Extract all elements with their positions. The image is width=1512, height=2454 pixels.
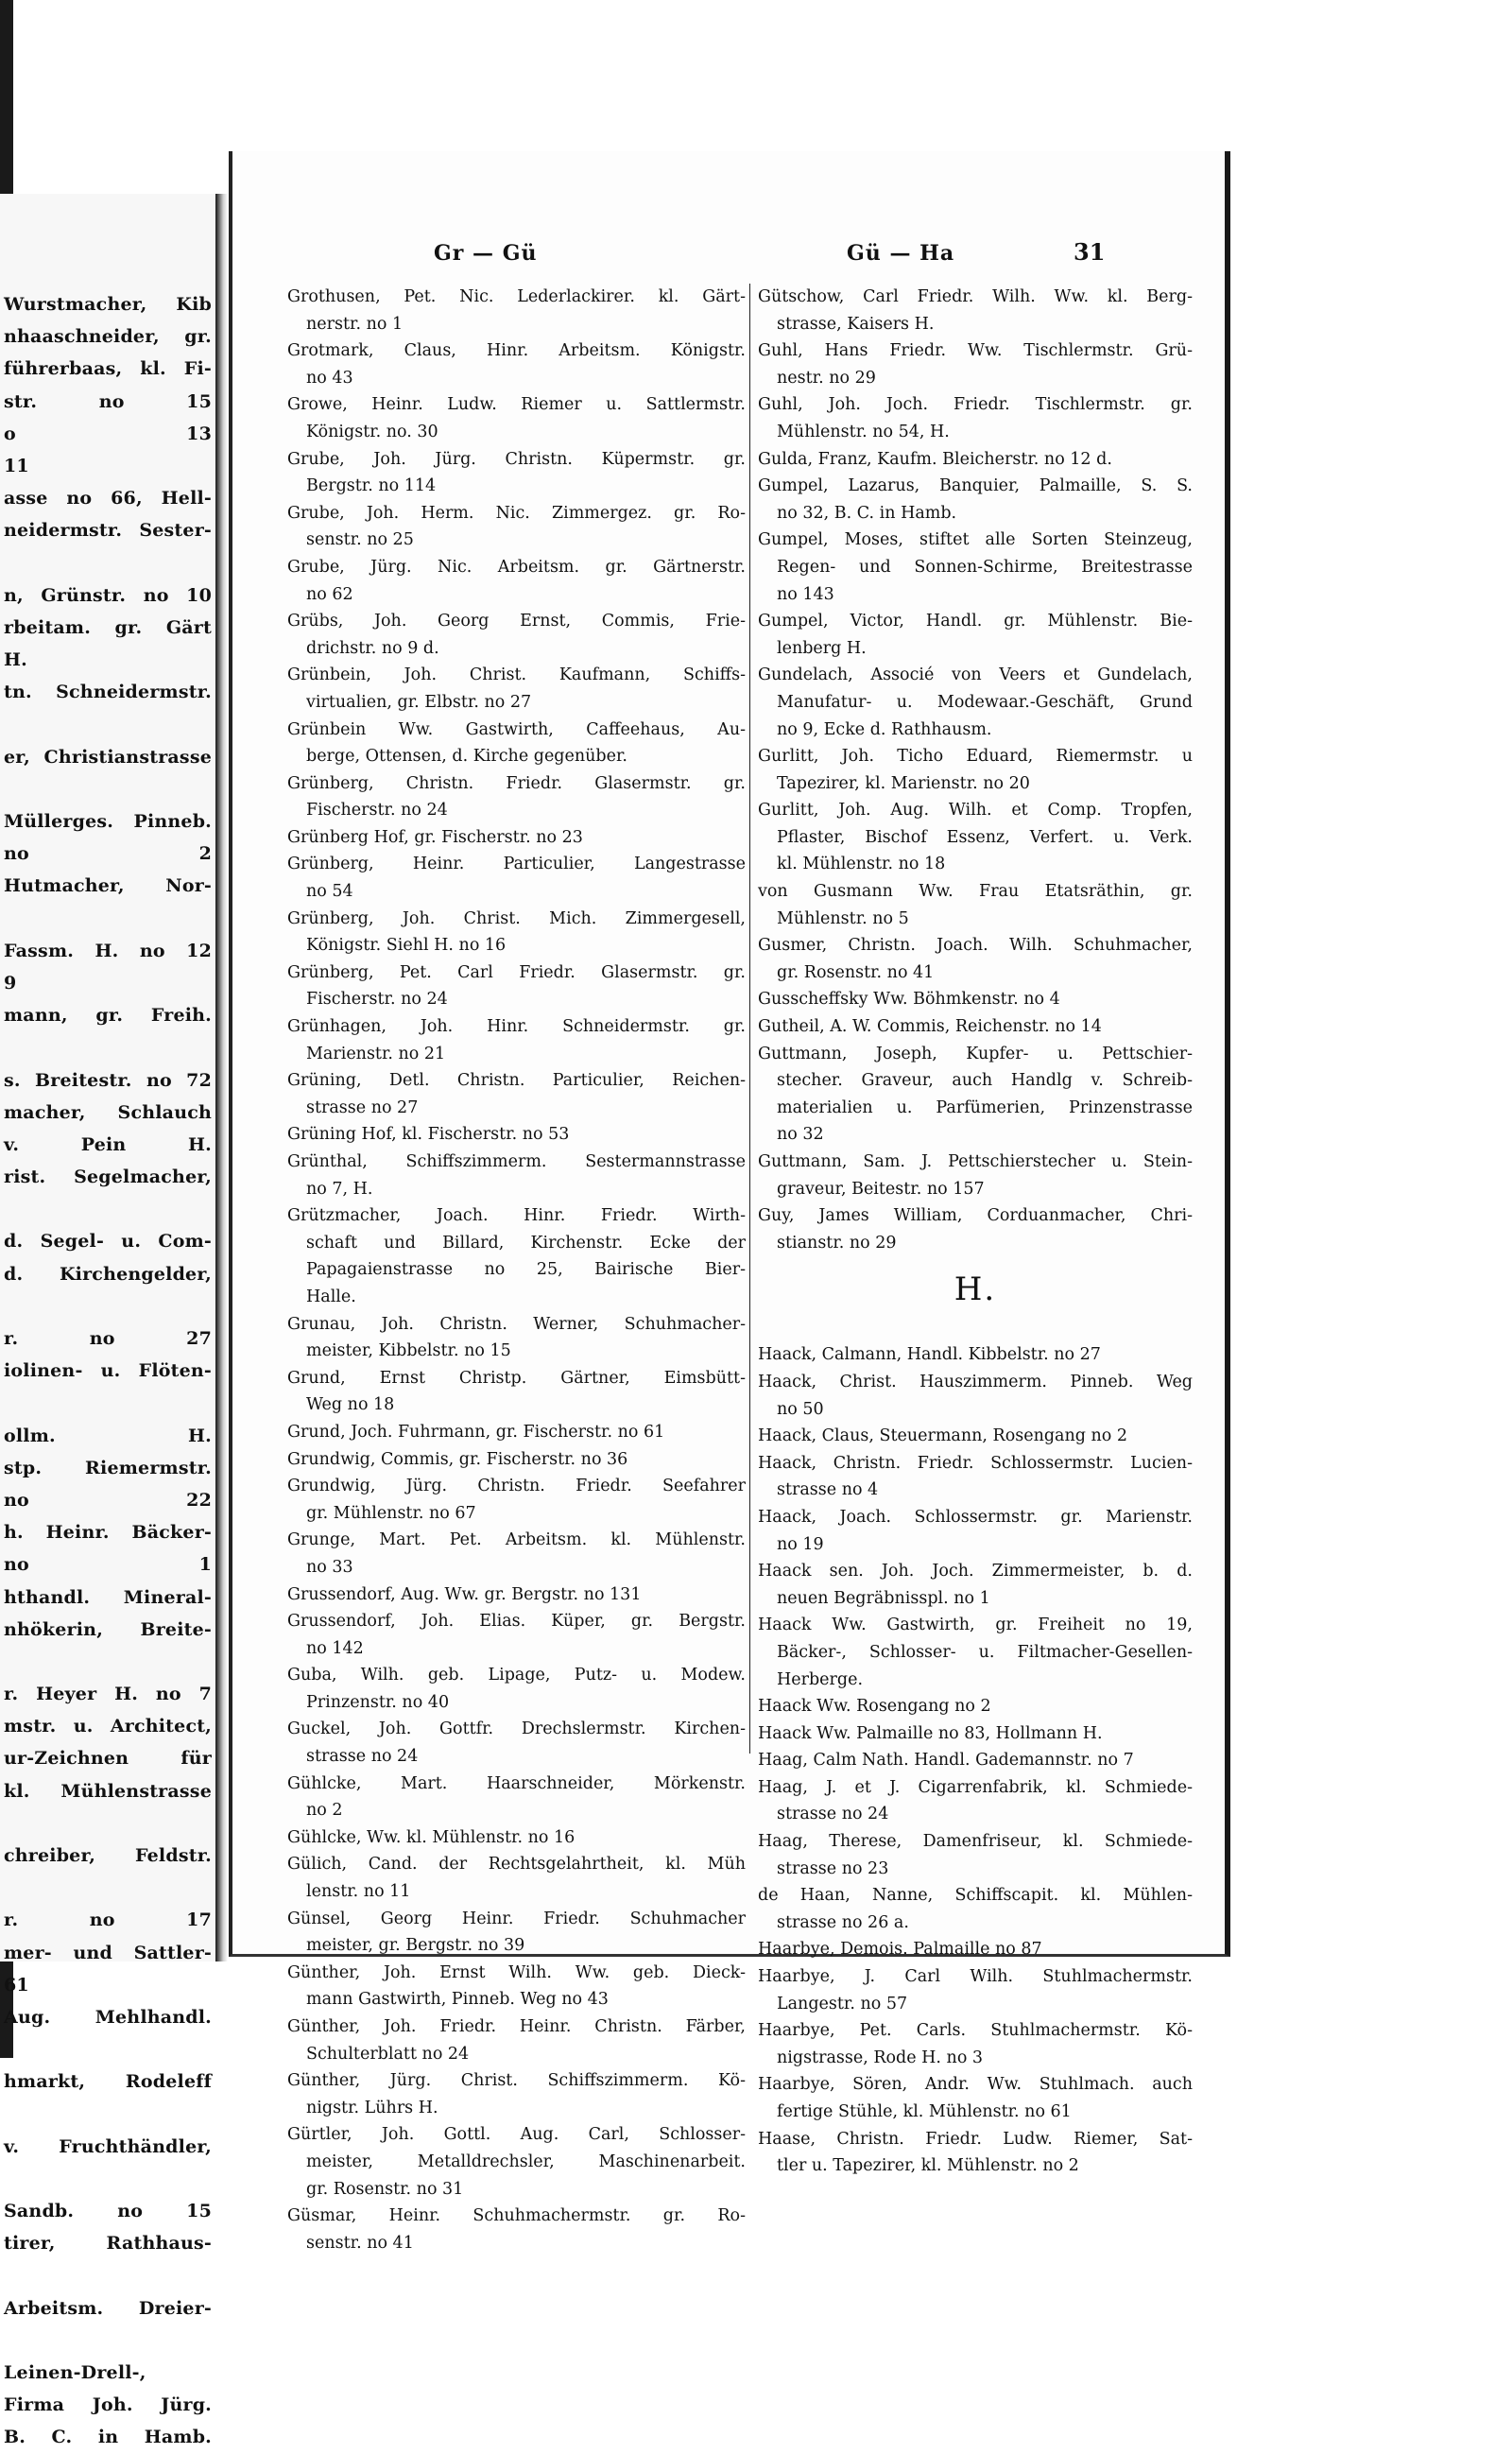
- directory-line: iolinen- u. Flöten-: [4, 1360, 212, 1382]
- directory-line: no 43: [306, 368, 353, 388]
- directory-line: 61: [4, 1974, 29, 1996]
- directory-line: Grube, Joh. Jürg. Christn. Küpermstr. gr.: [287, 449, 746, 469]
- directory-line: Firma Joh. Jürg.: [4, 2394, 212, 2416]
- directory-line: Grussendorf, Joh. Elias. Küper, gr. Bergstr.: [287, 1612, 746, 1632]
- directory-line: [4, 708, 212, 740]
- directory-line: Gulda, Franz, Kaufm. Bleicherstr. no 12 d.: [758, 449, 1112, 469]
- directory-line: Halle.: [306, 1287, 356, 1306]
- directory-line: v. Pein H.: [4, 1133, 212, 1155]
- directory-line: Königstr. no. 30: [306, 422, 438, 441]
- directory-line: Mühlenstr. no 54, H.: [777, 422, 950, 441]
- directory-line: Langestr. no 57: [777, 1994, 908, 2013]
- directory-line: mer- und Sattler-: [4, 1942, 212, 1963]
- directory-line: senstr. no 25: [306, 530, 414, 550]
- directory-line: no 32, B. C. in Hamb.: [777, 503, 957, 523]
- directory-line: Haack Ww. Gastwirth, gr. Freiheit no 19,: [758, 1616, 1193, 1635]
- directory-line: no 19: [777, 1534, 824, 1554]
- directory-line: no 142: [306, 1638, 364, 1658]
- directory-line: nerstr. no 1: [306, 314, 404, 334]
- directory-line: fertige Stühle, kl. Mühlenstr. no 61: [777, 2102, 1072, 2121]
- directory-line: Gumpel, Lazarus, Banquier, Palmaille, S. S.: [758, 476, 1193, 496]
- directory-line: Grube, Joh. Herm. Nic. Zimmergez. gr. Ro-: [287, 503, 746, 523]
- directory-line: Gühlcke, Mart. Haarschneider, Mörkenstr.: [287, 1773, 746, 1793]
- directory-line: Gumpel, Moses, stiftet alle Sorten Steinzeug,: [758, 530, 1193, 550]
- directory-line: [4, 2099, 212, 2131]
- directory-line: chreiber, Feldstr.: [4, 1845, 212, 1866]
- directory-line: Grünbein Ww. Gastwirth, Caffeehaus, Au-: [287, 719, 746, 739]
- directory-line: Haag, J. et J. Cigarrenfabrik, kl. Schmiede-: [758, 1777, 1193, 1797]
- header-left: Gr — Gü: [434, 241, 538, 266]
- directory-line: no 7, H.: [306, 1179, 373, 1199]
- directory-line: nhaaschneider, gr.: [4, 326, 212, 348]
- directory-line: [4, 2259, 212, 2291]
- directory-line: Gülich, Cand. der Rechtsgelahrtheit, kl. Müh: [287, 1855, 746, 1875]
- directory-column-right: [749, 284, 1193, 2176]
- directory-line: r. no 27: [4, 1328, 212, 1349]
- directory-line: rist. Segelmacher,: [4, 1167, 212, 1188]
- directory-line: Manufatur- u. Modewaar.-Geschäft, Grund: [777, 692, 1193, 712]
- directory-line: Hutmacher, Nor-: [4, 875, 212, 897]
- directory-line: mstr. u. Architect,: [4, 1716, 212, 1737]
- directory-line: strasse no 4: [777, 1480, 879, 1500]
- directory-line: Guba, Wilh. geb. Lipage, Putz- u. Modew.: [287, 1666, 746, 1685]
- directory-line: Günther, Joh. Friedr. Heinr. Christn. Färber,: [287, 2017, 746, 2036]
- directory-line: [4, 1290, 212, 1322]
- directory-line: Grunau, Joh. Christn. Werner, Schuhmacher-: [287, 1314, 746, 1334]
- directory-line: [4, 2163, 212, 2195]
- directory-line: ollm. H.: [4, 1425, 212, 1446]
- directory-line: Tapezirer, kl. Marienstr. no 20: [777, 773, 1030, 793]
- entries-ha: [758, 1341, 1193, 2179]
- directory-line: Grützmacher, Joach. Hinr. Friedr. Wirth-: [287, 1206, 746, 1226]
- directory-line: von Gusmann Ww. Frau Etatsräthin, gr.: [758, 882, 1193, 902]
- directory-line: lenberg H.: [777, 638, 867, 658]
- directory-line: mann, gr. Freih.: [4, 1005, 212, 1027]
- directory-line: ur-Zeichnen für: [4, 1748, 212, 1770]
- directory-line: Haack Ww. Rosengang no 2: [758, 1697, 991, 1717]
- directory-line: [4, 547, 212, 579]
- directory-line: no 32: [777, 1125, 824, 1145]
- directory-line: no 54: [306, 882, 353, 902]
- directory-line: Gutheil, A. W. Commis, Reichenstr. no 14: [758, 1017, 1102, 1037]
- directory-line: 11: [4, 455, 29, 476]
- directory-line: Haarbye, J. Carl Wilh. Stuhlmachermstr.: [758, 1967, 1193, 1987]
- directory-line: Haase, Christn. Friedr. Ludw. Riemer, Sat-: [758, 2129, 1193, 2149]
- directory-line: Grünberg, Joh. Christ. Mich. Zimmergesell,: [287, 908, 746, 928]
- directory-line: Güsmar, Heinr. Schuhmachermstr. gr. Ro-: [287, 2206, 746, 2226]
- directory-line: graveur, Beitestr. no 157: [777, 1179, 985, 1199]
- directory-line: Regen- und Sonnen-Schirme, Breitestrasse: [777, 557, 1193, 577]
- directory-line: Gumpel, Victor, Handl. gr. Mühlenstr. Bie-: [758, 612, 1193, 631]
- directory-line: Grube, Jürg. Nic. Arbeitsm. gr. Gärtnerstr.: [287, 557, 746, 577]
- directory-line: Haarbye, Sören, Andr. Ww. Stuhlmach. auch: [758, 2075, 1193, 2095]
- directory-line: meister, Kibbelstr. no 15: [306, 1341, 511, 1361]
- directory-line: Grunge, Mart. Pet. Arbeitsm. kl. Mühlenstr.: [287, 1530, 746, 1550]
- directory-line: senstr. no 41: [306, 2233, 414, 2253]
- directory-line: kl. Mühlenstr. no 18: [777, 855, 946, 874]
- directory-line: r. Heyer H. no 7: [4, 1684, 212, 1705]
- directory-line: macher, Schlauch: [4, 1101, 212, 1123]
- directory-line: strasse, Kaisers H.: [777, 314, 935, 334]
- directory-line: meister, gr. Bergstr. no 39: [306, 1936, 525, 1956]
- directory-line: [4, 2324, 212, 2357]
- directory-line: Weg no 18: [306, 1395, 395, 1415]
- directory-line: Gurlitt, Joh. Ticho Eduard, Riemermstr. u: [758, 747, 1193, 767]
- directory-line: gr. Mühlenstr. no 67: [306, 1503, 476, 1523]
- directory-line: schaft und Billard, Kirchenstr. Ecke der: [306, 1233, 746, 1253]
- header-right: Gü — Ha: [847, 241, 955, 266]
- directory-line: mann Gastwirth, Pinneb. Weg no 43: [306, 1990, 609, 2010]
- right-page: [229, 151, 1230, 2253]
- directory-line: Fassm. H. no 12: [4, 940, 212, 961]
- directory-line: Grotmark, Claus, Hinr. Arbeitsm. Königstr.: [287, 341, 746, 361]
- directory-line: Gühlcke, Ww. kl. Mühlenstr. no 16: [287, 1827, 576, 1847]
- entries-gu: [758, 284, 1193, 1256]
- directory-line: Haack, Christn. Friedr. Schlossermstr. Lucien-: [758, 1453, 1193, 1473]
- directory-line: no 143: [777, 584, 834, 604]
- directory-line: Grüning, Detl. Christn. Particulier, Reichen-: [287, 1071, 746, 1091]
- directory-line: Aug. Mehlhandl.: [4, 2006, 212, 2028]
- directory-line: Mühlenstr. no 5: [777, 908, 909, 928]
- directory-line: Growe, Heinr. Ludw. Riemer u. Sattlermstr.: [287, 395, 746, 415]
- directory-line: [4, 2033, 212, 2065]
- directory-line: Marienstr. no 21: [306, 1044, 446, 1063]
- directory-line: d. Kirchengelder,: [4, 1263, 212, 1285]
- directory-line: Grundwig, Commis, gr. Fischerstr. no 36: [287, 1449, 628, 1469]
- directory-line: stecher. Graveur, auch Handlg v. Schreib-: [777, 1071, 1193, 1091]
- directory-line: nhökerin, Breite-: [4, 1618, 212, 1640]
- directory-line: B. C. in Hamb.: [4, 2427, 212, 2448]
- book-gutter: [216, 194, 228, 1961]
- directory-line: r. no 17: [4, 1910, 212, 1931]
- directory-line: lenstr. no 11: [306, 1882, 411, 1902]
- directory-line: [4, 1031, 212, 1063]
- directory-line: o 13: [4, 423, 212, 444]
- directory-line: er, Christianstrasse: [4, 746, 212, 768]
- directory-line: neidermstr. Sester-: [4, 520, 212, 542]
- directory-line: kl. Mühlenstrasse: [4, 1780, 212, 1802]
- directory-line: Guhl, Joh. Joch. Friedr. Tischlermstr. gr.: [758, 395, 1193, 415]
- directory-column-left: [287, 284, 746, 2256]
- directory-line: Haack Ww. Palmaille no 83, Hollmann H.: [758, 1723, 1103, 1743]
- directory-line: d. Segel- u. Com-: [4, 1231, 212, 1253]
- directory-line: drichstr. no 9 d.: [306, 638, 439, 658]
- directory-line: no 62: [306, 584, 353, 604]
- directory-line: stp. Riemermstr.: [4, 1457, 212, 1478]
- directory-line: no 50: [777, 1399, 824, 1419]
- directory-line: Leinen-Drell-,: [4, 2362, 146, 2383]
- directory-line: no 2: [306, 1801, 343, 1821]
- directory-line: 9: [4, 972, 17, 994]
- directory-line: stianstr. no 29: [777, 1233, 897, 1253]
- directory-line: Prinzenstr. no 40: [306, 1692, 450, 1712]
- directory-line: Bergstr. no 114: [306, 476, 437, 496]
- directory-line: gr. Rosenstr. no 31: [306, 2179, 464, 2199]
- directory-line: Fischerstr. no 24: [306, 990, 448, 1010]
- directory-line: Haack, Calmann, Handl. Kibbelstr. no 27: [758, 1345, 1101, 1365]
- directory-line: Gütschow, Carl Friedr. Wilh. Ww. kl. Berg-: [758, 287, 1193, 306]
- directory-line: [4, 1872, 212, 1904]
- directory-line: [4, 1646, 212, 1678]
- directory-line: Sandb. no 15: [4, 2201, 212, 2222]
- directory-line: Fischerstr. no 24: [306, 801, 448, 821]
- directory-line: nestr. no 29: [777, 368, 876, 388]
- directory-line: tirer, Rathhaus-: [4, 2233, 212, 2255]
- directory-line: [4, 773, 212, 805]
- directory-line: h. Heinr. Bäcker-: [4, 1522, 212, 1544]
- directory-line: Gusscheffsky Ww. Böhmkenstr. no 4: [758, 990, 1060, 1010]
- directory-line: Grothusen, Pet. Nic. Lederlackirer. kl. Gärt-: [287, 287, 746, 306]
- directory-line: tler u. Tapezirer, kl. Mühlenstr. no 2: [777, 2156, 1079, 2176]
- directory-line: Grund, Ernst Christp. Gärtner, Eimsbütt-: [287, 1368, 746, 1388]
- directory-line: Grussendorf, Aug. Ww. gr. Bergstr. no 131: [287, 1584, 642, 1604]
- directory-line: Guckel, Joh. Gottfr. Drechslermstr. Kirchen-: [287, 1720, 746, 1739]
- directory-line: Grünhagen, Joh. Hinr. Schneidermstr. gr.: [287, 1017, 746, 1037]
- directory-line: virtualien, gr. Elbstr. no 27: [306, 692, 532, 712]
- directory-line: n, Grünstr. no 10: [4, 584, 212, 606]
- directory-line: Haack sen. Joh. Joch. Zimmermeister, b. d.: [758, 1562, 1193, 1581]
- directory-line: Gusmer, Christn. Joach. Wilh. Schuhmacher,: [758, 936, 1193, 956]
- directory-line: Guttmann, Sam. J. Pettschierstecher u. Stein-: [758, 1152, 1193, 1171]
- directory-line: Haarbye, Demois. Palmaille no 87: [758, 1940, 1042, 1960]
- directory-line: Haag, Therese, Damenfriseur, kl. Schmiede-: [758, 1832, 1193, 1852]
- directory-line: Haarbye, Pet. Carls. Stuhlmachermstr. Kö-: [758, 2021, 1193, 2041]
- directory-line: hthandl. Mineral-: [4, 1586, 212, 1608]
- directory-line: Haack, Claus, Steuermann, Rosengang no 2: [758, 1426, 1128, 1446]
- directory-line: Grundwig, Jürg. Christn. Friedr. Seefahrer: [287, 1477, 746, 1496]
- directory-line: hmarkt, Rodeleff: [4, 2071, 212, 2093]
- directory-line: Papagaienstrasse no 25, Bairische Bier-: [306, 1260, 746, 1280]
- directory-line: nigstrasse, Rode H. no 3: [777, 2048, 984, 2067]
- directory-line: H.: [4, 649, 27, 671]
- directory-line: Müllerges. Pinneb.: [4, 811, 212, 832]
- directory-line: rbeitam. gr. Gärt: [4, 616, 212, 638]
- directory-line: Gurlitt, Joh. Aug. Wilh. et Comp. Tropfen,: [758, 801, 1193, 821]
- directory-line: Grünberg, Christn. Friedr. Glasermstr. gr.: [287, 773, 746, 793]
- directory-line: asse no 66, Hell-: [4, 488, 212, 510]
- directory-line: [4, 903, 212, 935]
- directory-line: Haack, Christ. Hauszimmerm. Pinneb. Weg: [758, 1372, 1193, 1391]
- directory-line: no 1: [4, 1554, 212, 1576]
- directory-line: strasse no 27: [306, 1097, 419, 1117]
- directory-line: Guhl, Hans Friedr. Ww. Tischlermstr. Grü-: [758, 341, 1193, 361]
- directory-line: Bäcker-, Schlosser- u. Filtmacher-Gesellen-: [777, 1642, 1193, 1662]
- directory-line: [4, 1807, 212, 1840]
- page-number: 31: [1074, 238, 1106, 266]
- directory-line: Grünberg, Pet. Carl Friedr. Glasermstr. gr.: [287, 962, 746, 982]
- directory-line: Herberge.: [777, 1669, 864, 1689]
- directory-line: Königstr. Siehl H. no 16: [306, 936, 507, 956]
- directory-line: no 9, Ecke d. Rathhausm.: [777, 719, 992, 739]
- directory-line: Grund, Joch. Fuhrmann, gr. Fischerstr. no 61: [287, 1422, 665, 1442]
- directory-line: Günther, Joh. Ernst Wilh. Ww. geb. Dieck-: [287, 1962, 746, 1982]
- left-page-text: [4, 288, 212, 2454]
- directory-line: Guy, James William, Corduanmacher, Chri-: [758, 1206, 1193, 1226]
- directory-line: Grünthal, Schiffszimmerm. Sestermannstrasse: [287, 1152, 746, 1171]
- directory-line: Guttmann, Joseph, Kupfer- u. Pettschier-: [758, 1044, 1193, 1063]
- directory-line: Gürtler, Joh. Gottl. Aug. Carl, Schlosser-: [287, 2125, 746, 2145]
- directory-line: str. no 15: [4, 390, 212, 412]
- section-letter-h: H.: [954, 1270, 997, 1309]
- directory-line: Günsel, Georg Heinr. Friedr. Schuhmacher: [287, 1909, 746, 1928]
- directory-line: führerbaas, kl. Fi-: [4, 358, 212, 380]
- directory-line: strasse no 24: [306, 1747, 419, 1767]
- directory-line: Grüning Hof, kl. Fischerstr. no 53: [287, 1125, 570, 1145]
- directory-line: Grünberg, Heinr. Particulier, Langestrasse: [287, 855, 746, 874]
- directory-line: materialien u. Parfümerien, Prinzenstrasse: [777, 1097, 1193, 1117]
- directory-line: [4, 1193, 212, 1225]
- directory-line: strasse no 26 a.: [777, 1912, 909, 1932]
- directory-line: gr. Rosenstr. no 41: [777, 962, 935, 982]
- directory-line: no 2: [4, 843, 212, 865]
- directory-line: [4, 1387, 212, 1419]
- directory-line: tn. Schneidermstr.: [4, 682, 212, 703]
- directory-line: s. Breitestr. no 72: [4, 1069, 212, 1091]
- directory-line: nigstr. Lührs H.: [306, 2098, 438, 2117]
- directory-line: Grünbein, Joh. Christ. Kaufmann, Schiffs-: [287, 665, 746, 685]
- directory-line: Haag, Calm Nath. Handl. Gademannstr. no 7: [758, 1751, 1134, 1771]
- directory-line: Pflaster, Bischof Essenz, Verfert. u. Verk.: [777, 827, 1193, 847]
- left-page: [0, 194, 218, 2448]
- directory-line: Grünberg Hof, gr. Fischerstr. no 23: [287, 827, 583, 847]
- directory-line: meister, Metalldrechsler, Maschinenarbeit.: [306, 2152, 746, 2171]
- directory-line: de Haan, Nanne, Schiffscapit. kl. Mühlen-: [758, 1886, 1193, 1906]
- directory-line: Grübs, Joh. Georg Ernst, Commis, Frie-: [287, 612, 746, 631]
- directory-line: neuen Begräbnisspl. no 1: [777, 1588, 990, 1608]
- directory-line: Günther, Jürg. Christ. Schiffszimmerm. Kö-: [287, 2071, 746, 2091]
- directory-line: Gundelach, Associé von Veers et Gundelach,: [758, 665, 1193, 685]
- directory-line: no 22: [4, 1489, 212, 1511]
- directory-line: Schulterblatt no 24: [306, 2044, 470, 2064]
- directory-line: Wurstmacher, Kib: [4, 294, 212, 315]
- directory-line: strasse no 23: [777, 1858, 889, 1878]
- directory-line: Arbeitsm. Dreier-: [4, 2297, 212, 2319]
- directory-line: berge, Ottensen, d. Kirche gegenüber.: [306, 747, 627, 767]
- directory-line: v. Fruchthändler,: [4, 2135, 212, 2157]
- directory-line: strasse no 24: [777, 1805, 889, 1824]
- directory-line: no 33: [306, 1557, 353, 1577]
- directory-line: Haack, Joach. Schlossermstr. gr. Marienstr.: [758, 1507, 1193, 1527]
